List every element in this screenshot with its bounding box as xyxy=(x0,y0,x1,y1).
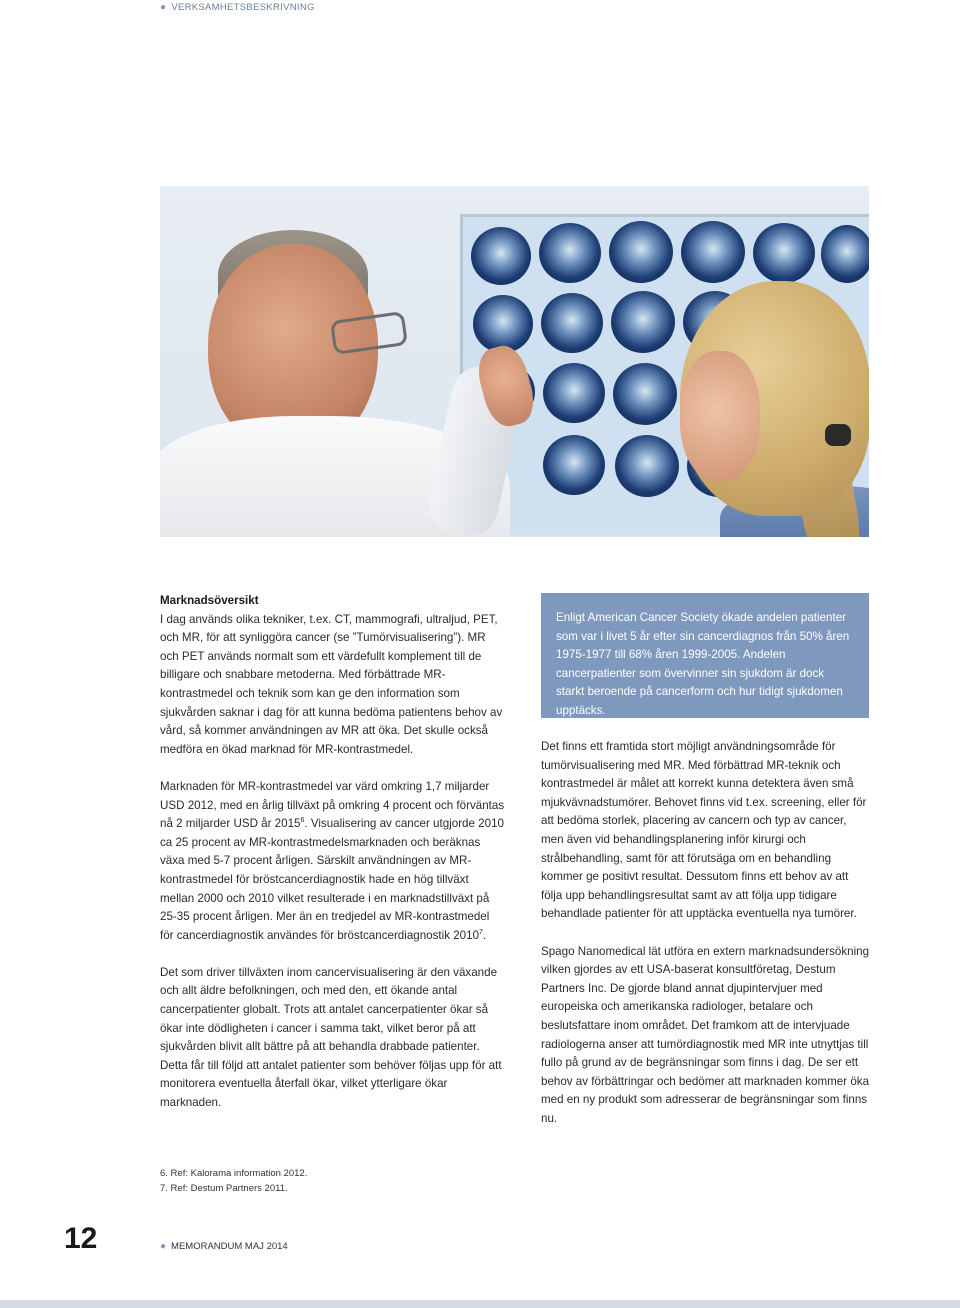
callout-text: Enligt American Cancer Society ökade andelen patienter som var i livet 5 år efter sin cancerdiagnos från 50% åren 1975-1977 till 68% åren 1999-2005. Andelen cancerpatienter som övervinner sin sjukdom är dock starkt beroende på cancerform och hur tidigt sjukdomen upptäcks. xyxy=(556,611,850,717)
callout-box xyxy=(541,593,869,718)
ct-scan xyxy=(543,435,605,495)
paragraph-intro xyxy=(160,592,505,759)
paragraph-text: I dag används olika tekniker, t.ex. CT, mammografi, ultraljud, PET, och MR, för att synliggöra cancer (se ”Tumörvisualisering”). MR och PET används normalt som ett värdefullt komplement till de billigare och snabbare metoderna. Med förbättrade MR-kontrastmedel och teknik som kan ge den information som sjukvården saknar i dag för att kunna bedöma patientens behov av vård, så kommer användningen av MR att öka. Det skulle också medföra en ökad marknad för MR-kontrastmedel. xyxy=(160,612,503,756)
section-heading: Marknadsöversikt xyxy=(160,594,259,607)
bullet-icon: ● xyxy=(160,2,167,13)
paragraph-text: Marknaden för MR-kontrastmedel var värd omkring 1,7 miljarder USD 2012, med en årlig tillväxt på omkring 4 procent och förväntas nå 2 miljarder USD år 2015 xyxy=(160,779,505,831)
ct-scan xyxy=(543,363,605,423)
footnotes xyxy=(160,1166,307,1196)
ct-scan xyxy=(821,225,869,283)
paragraph-future-use: Det finns ett framtida stort möjligt användningsområde för tumörvisualisering med MR. Med förbättrad MR-teknik och kontrastmedel är målet att korrekt kunna detektera även små mjukvävnadstumörer. Behovet finns vid t.ex. screening, eller för att bedöma storlek, placering av cancern och typ av cancer, men även vid behandlingsplanering inför kirurgi och strålbehandling, samt för att förutsäga om en behandling kommer ge positivt resultat. Dessutom finns ett behov av att följa upp behandlingsresultat samt av att följa upp tidigare behandlade patienter för att upptäcka eventuella nya tumörer. xyxy=(541,740,867,921)
paragraph-text: . xyxy=(482,928,487,942)
paragraph-market-study: Spago Nanomedical lät utföra en extern marknadsundersökning vilken gjordes av ett USA-baserat konsultföretag, Destum Partners Inc. De gjorde bland annat djupintervjuer med europeiska och amerikanska radiologer, betalare och beslutsfattare inom området. Det framkom att de intervjuade radiologerna anser att tumördiagnostik med MR inte utnyttjas till fullo på grund av de begränsningar som finns i dag. De ser ett behov av förbättringar och bedömer att marknaden kommer öka med en ny produkt som adresserar de begränsningar som finns nu. xyxy=(541,944,870,1125)
document-label: MEMORANDUM MAJ 2014 xyxy=(171,1241,288,1252)
ct-scan xyxy=(473,295,533,353)
page-number: 12 xyxy=(64,1222,98,1255)
ct-scan xyxy=(681,221,745,283)
paragraph-market xyxy=(160,778,505,945)
paragraph-text: . Visualisering av cancer utgjorde 2010 ca 25 procent av MR-kontrastmedelsmarknaden och beräknas växa med 5-7 procent årligen. Särskilt användningen av MR-kontrastmedel för bröstcancerdiagnostik hade en hög tillväxt mellan 2000 och 2010 vilket resulterade i en marknadstillväxt på 25-35 procent årligen. Mer än en tredjedel av MR-kontrastmedel för cancerdiagnostik användes för bröstcancerdiagnostik 2010 xyxy=(160,817,504,942)
footnote-ref: 6 xyxy=(300,817,305,825)
paragraph-drivers: Det som driver tillväxten inom cancervisualisering är den växande och allt äldre befolkningen, och med den, ett ökande antal cancerpatienter globalt. Trots att antalet cancerpatienter ökar så ökar inte dödligheten i cancer i samma takt, vilket beror på att sjukvården blivit allt bättre på att behandla drabbade patienter. Detta får till följd att antalet patienter som behöver följas upp för att monitorera eventuella återfall ökar, vilket ytterligare ökar marknaden. xyxy=(160,965,502,1110)
bullet-icon: ● xyxy=(160,1241,167,1252)
section-header xyxy=(160,2,315,13)
ct-scan xyxy=(615,435,679,497)
right-column xyxy=(541,738,871,1147)
ct-scan xyxy=(471,227,531,285)
hero-photo xyxy=(160,186,869,537)
bottom-band xyxy=(0,1300,960,1308)
ct-scan xyxy=(611,291,675,353)
ct-scan xyxy=(539,223,601,283)
ct-scan xyxy=(753,223,815,283)
ct-scan xyxy=(613,363,677,425)
footer-label xyxy=(160,1241,288,1252)
footnote-6: 6. Ref: Kalorama information 2012. xyxy=(160,1168,308,1179)
hair-clip xyxy=(825,424,851,446)
footnote-ref: 7 xyxy=(479,928,483,936)
left-column xyxy=(160,592,505,1131)
section-label: VERKSAMHETSBESKRIVNING xyxy=(171,2,315,13)
ct-scan xyxy=(541,293,603,353)
ct-scan xyxy=(609,221,673,283)
footnote-7: 7. Ref: Destum Partners 2011. xyxy=(160,1183,288,1194)
woman-face xyxy=(680,351,760,481)
